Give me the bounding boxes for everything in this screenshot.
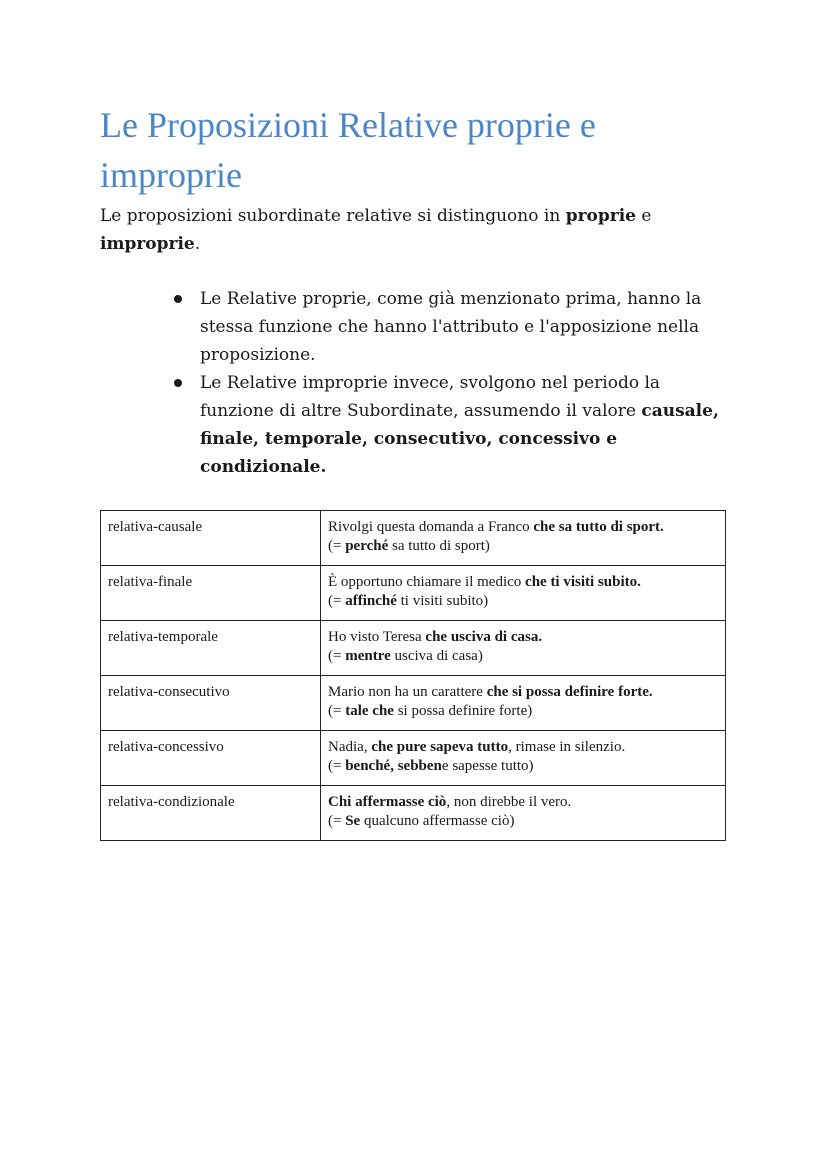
table-row (101, 511, 726, 566)
row-label: relativa-condizionale (101, 786, 321, 841)
paraphrase-line (328, 592, 718, 611)
row-example (321, 676, 726, 731)
row-label: relativa-concessivo (101, 731, 321, 786)
paraphrase-line (328, 812, 718, 831)
intro-paragraph (100, 202, 740, 258)
bullet-item-improprie (200, 369, 730, 481)
paraphrase-bold: tale che (345, 703, 394, 719)
paraphrase-text: (= (328, 538, 346, 554)
example-line (328, 518, 718, 537)
example-bold: che ti visiti subito. (525, 574, 641, 590)
bullet-bold-values: causale, finale, temporale, consecutivo, concessivo e condizionale. (200, 401, 719, 477)
table-row (101, 621, 726, 676)
row-example (321, 786, 726, 841)
paraphrase-line (328, 537, 718, 556)
paraphrase-bold: Se (345, 813, 361, 829)
row-example (321, 566, 726, 621)
example-bold: Chi affermasse ciò (328, 794, 447, 810)
table-row (101, 731, 726, 786)
example-line (328, 738, 718, 757)
example-text: , rimase in silenzio. (508, 739, 626, 755)
row-example (321, 621, 726, 676)
paraphrase-text: si possa definire forte) (393, 703, 533, 719)
paraphrase-text: (= (328, 593, 346, 609)
paraphrase-bold: mentre (345, 648, 391, 664)
paraphrase-text: (= (328, 758, 346, 774)
intro-text: . (194, 234, 201, 254)
paraphrase-line (328, 757, 718, 776)
example-bold: che sa tutto di sport. (533, 519, 664, 535)
example-text: , non direbbe il vero. (446, 794, 572, 810)
paraphrase-line (328, 702, 718, 721)
example-bold: che si possa definire forte. (486, 684, 653, 700)
row-example (321, 731, 726, 786)
example-line (328, 628, 718, 647)
bullet-dot-icon (174, 295, 182, 303)
example-text: Nadia, (328, 739, 372, 755)
row-label: relativa-finale (101, 566, 321, 621)
example-text: Rivolgi questa domanda a Franco (328, 519, 534, 535)
row-label: relativa-consecutivo (101, 676, 321, 731)
paraphrase-bold: benché, sebben (345, 758, 442, 774)
table-row (101, 676, 726, 731)
paraphrase-bold: affinché (345, 593, 397, 609)
example-bold: che pure sapeva tutto (371, 739, 509, 755)
page-title: Le Proposizioni Relative proprie e improprie (100, 105, 596, 195)
intro-text: Le proposizioni subordinate relative si distinguono in (100, 206, 566, 226)
bullet-text: Le Relative improprie invece, svolgono nel periodo la funzione di altre Subordinate, assumendo il valore (200, 373, 661, 421)
paraphrase-text: e sapesse tutto) (441, 758, 534, 774)
row-example (321, 511, 726, 566)
paraphrase-text: (= (328, 813, 346, 829)
example-text: Ho visto Teresa (328, 629, 426, 645)
example-bold: che usciva di casa. (425, 629, 543, 645)
example-text: Mario non ha un carattere (328, 684, 487, 700)
paraphrase-text: (= (328, 703, 346, 719)
intro-bold-improprie: improprie (100, 234, 195, 254)
example-line (328, 793, 718, 812)
paraphrase-text: (= (328, 648, 346, 664)
intro-text: e (636, 206, 652, 226)
relative-types-table (100, 510, 726, 841)
row-label: relativa-causale (101, 511, 321, 566)
bullet-list (200, 285, 730, 481)
table-row (101, 566, 726, 621)
paraphrase-text: qualcuno affermasse ciò) (360, 813, 515, 829)
example-text: È opportuno chiamare il medico (328, 574, 526, 590)
intro-bold-proprie: proprie (565, 206, 636, 226)
paraphrase-text: sa tutto di sport) (388, 538, 490, 554)
bullet-text: Le Relative proprie, come già menzionato prima, hanno la stessa funzione che hanno l'attributo e l'apposizione nella proposizione. (200, 289, 702, 365)
paraphrase-line (328, 647, 718, 666)
paraphrase-bold: perché (345, 538, 389, 554)
example-line (328, 573, 718, 592)
table-row (101, 786, 726, 841)
paraphrase-text: ti visiti subito) (396, 593, 489, 609)
bullet-item-proprie (200, 285, 730, 369)
bullet-dot-icon (174, 379, 182, 387)
row-label: relativa-temporale (101, 621, 321, 676)
paraphrase-text: usciva di casa) (390, 648, 483, 664)
example-line (328, 683, 718, 702)
